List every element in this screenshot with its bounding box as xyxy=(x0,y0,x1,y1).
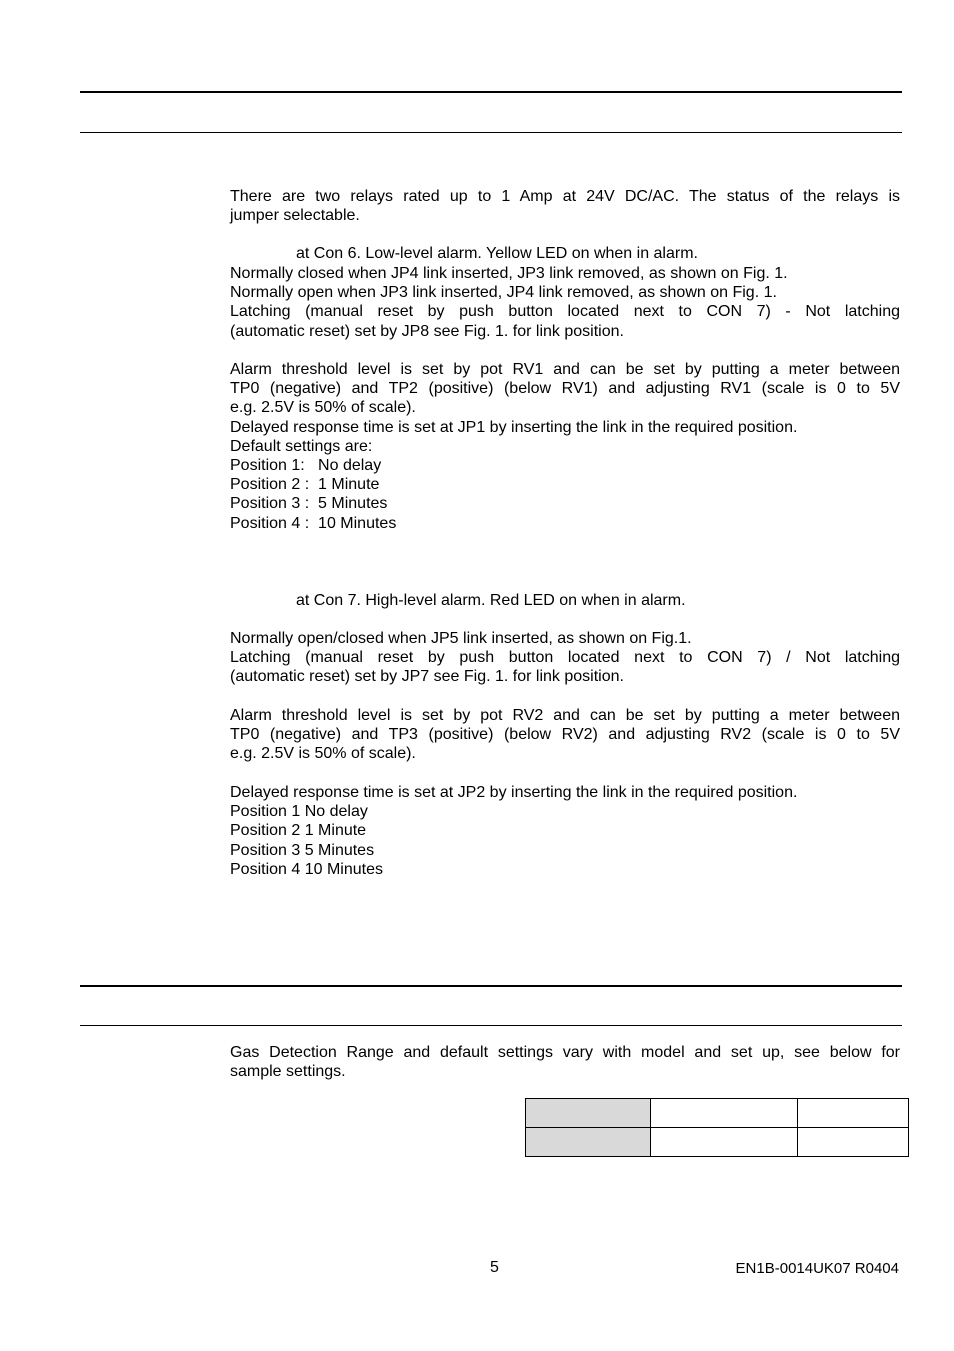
position-item: Position 2 : 1 Minute xyxy=(230,476,380,494)
section-rule-bottom xyxy=(80,132,902,133)
text-line: at Con 7. High-level alarm. Red LED on when in alarm. xyxy=(296,592,686,609)
text-line: Alarm threshold level is set by pot RV2 and can be set by putting a meter between xyxy=(230,707,900,724)
section2-rule-top xyxy=(80,985,902,987)
text-line: Latching (manual reset by push button located next to CON 7) / Not latching xyxy=(230,649,900,667)
position-item: Position 4 10 Minutes xyxy=(230,860,383,878)
relay2-delay xyxy=(230,783,900,879)
position-item: Position 2 1 Minute xyxy=(230,822,367,840)
text-line: Default settings are: xyxy=(230,437,373,455)
text-line: e.g. 2.5V is 50% of scale). xyxy=(230,745,416,763)
relay1-heading xyxy=(230,244,900,263)
text-line: at Con 6. Low-level alarm. Yellow LED on when in alarm. xyxy=(296,245,698,262)
text-line: TP0 (negative) and TP2 (positive) (below RV1) and adjusting RV1 (scale is 0 to 5V xyxy=(230,380,900,398)
document-code: EN1B-0014UK07 R0404 xyxy=(735,1260,899,1277)
position-item: Position 1 No delay xyxy=(230,803,368,821)
text-line: e.g. 2.5V is 50% of scale). xyxy=(230,399,416,417)
table-cell xyxy=(651,1128,798,1157)
table-cell xyxy=(526,1099,651,1128)
text-line: Gas Detection Range and default settings vary with model and set up, see below for xyxy=(230,1044,900,1061)
gas-intro xyxy=(230,1043,900,1081)
position-item: Position 1: No delay xyxy=(230,457,382,475)
relay2-settings xyxy=(230,629,900,687)
relays-intro xyxy=(230,187,900,225)
text-line: Normally open/closed when JP5 link inserted, as shown on Fig.1. xyxy=(230,630,692,647)
text-line: Delayed response time is set at JP1 by inserting the link in the required position. xyxy=(230,418,798,436)
table-row xyxy=(526,1128,909,1157)
relay2-heading xyxy=(230,591,900,610)
text-line: jumper selectable. xyxy=(230,207,360,225)
text-line: Latching (manual reset by push button located next to CON 7) - Not latching xyxy=(230,303,900,321)
table-cell xyxy=(798,1099,909,1128)
text-line: There are two relays rated up to 1 Amp at 24V DC/AC. The status of the relays is xyxy=(230,188,900,205)
table-cell xyxy=(651,1099,798,1128)
text-line: Normally open when JP3 link inserted, JP4 link removed, as shown on Fig. 1. xyxy=(230,284,777,302)
table-cell xyxy=(526,1128,651,1157)
page-number: 5 xyxy=(490,1259,499,1276)
position-item: Position 3 : 5 Minutes xyxy=(230,495,388,513)
text-line: sample settings. xyxy=(230,1063,346,1081)
section-rule-top xyxy=(80,91,902,93)
table-row xyxy=(526,1099,909,1128)
position-item: Position 3 5 Minutes xyxy=(230,841,375,859)
text-line: (automatic reset) set by JP7 see Fig. 1. for link position. xyxy=(230,668,624,686)
section2-rule-bottom xyxy=(80,1025,902,1026)
settings-table xyxy=(525,1098,909,1157)
text-line: Alarm threshold level is set by pot RV1 and can be set by putting a meter between xyxy=(230,361,900,378)
position-item: Position 4 : 10 Minutes xyxy=(230,514,397,532)
table-cell xyxy=(798,1128,909,1157)
relay2-threshold xyxy=(230,706,900,764)
text-line: (automatic reset) set by JP8 see Fig. 1. for link position. xyxy=(230,322,624,340)
relay1-threshold xyxy=(230,360,900,533)
text-line: Normally closed when JP4 link inserted, JP3 link removed, as shown on Fig. 1. xyxy=(230,265,788,282)
text-line: Delayed response time is set at JP2 by inserting the link in the required position. xyxy=(230,784,798,801)
relay1-settings xyxy=(230,264,900,341)
text-line: TP0 (negative) and TP3 (positive) (below RV2) and adjusting RV2 (scale is 0 to 5V xyxy=(230,726,900,744)
